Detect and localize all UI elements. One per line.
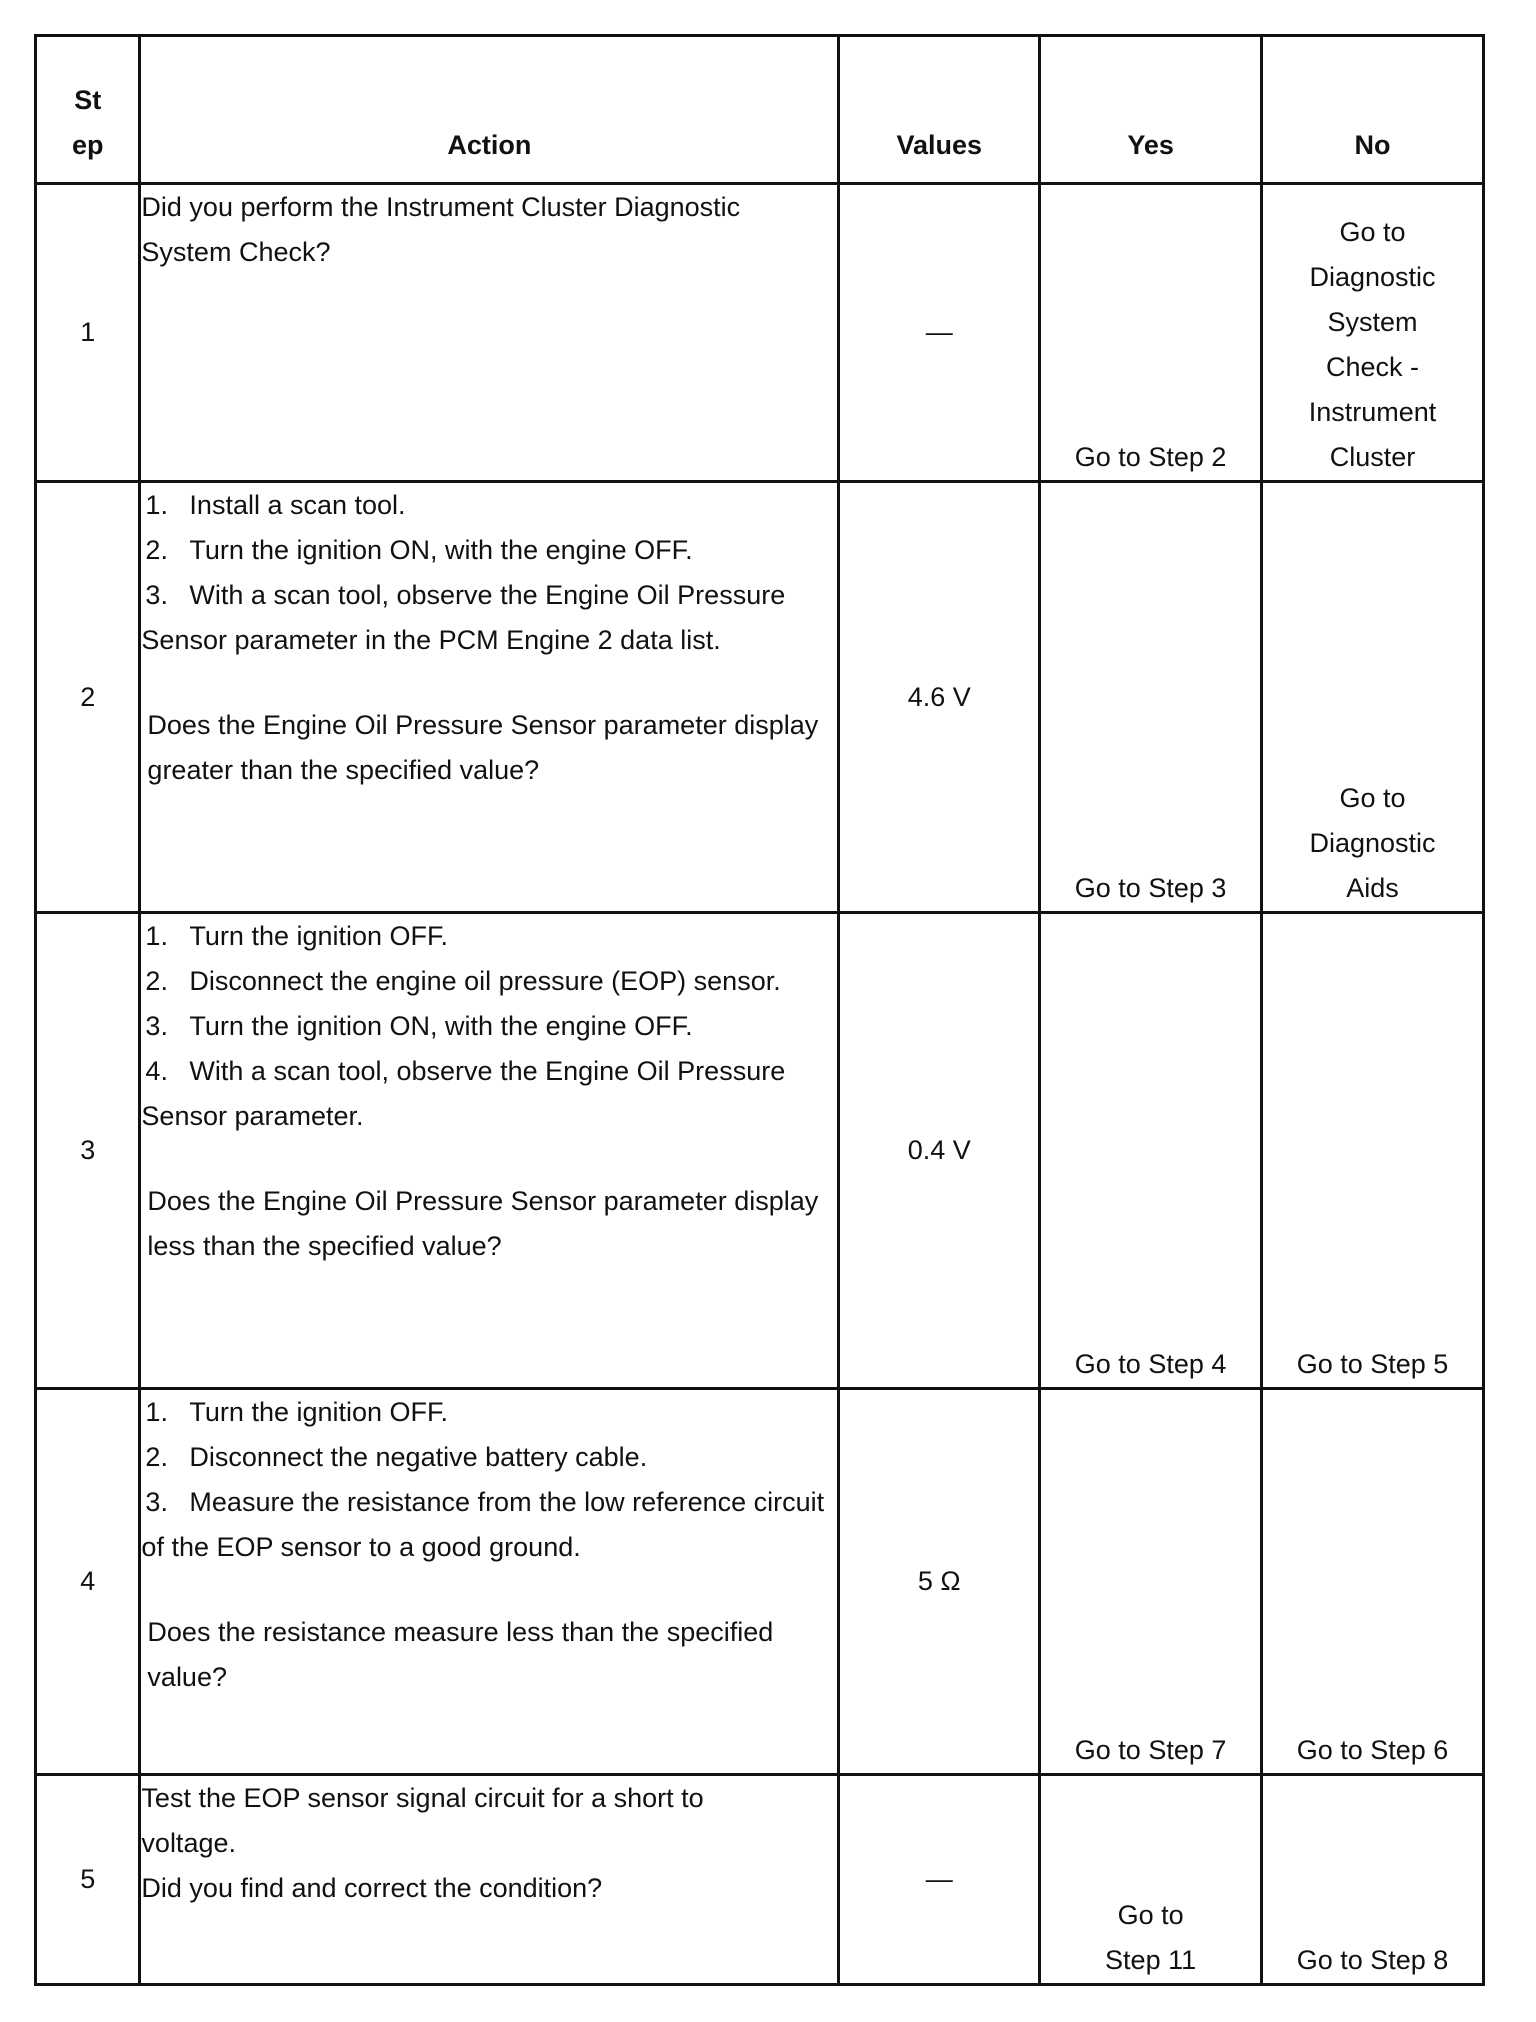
yes-cell: Go to Step 3 (1040, 482, 1262, 913)
action-cell (140, 913, 839, 1389)
step-number: 1 (36, 184, 140, 482)
header-row (36, 36, 1484, 184)
header-no: No (1262, 36, 1484, 184)
action-cell (140, 482, 839, 913)
no-text: Go to Diagnostic System Check - Instrument Cluster (1308, 217, 1437, 472)
action-question: Does the Engine Oil Pressure Sensor parameter display less than the specified value? (147, 1186, 819, 1261)
value-cell: — (839, 184, 1040, 482)
step-number: 3 (36, 913, 140, 1389)
no-cell: Go to Step 6 (1262, 1389, 1484, 1775)
no-cell: Go to Step 8 (1262, 1775, 1484, 1985)
action-cell (140, 184, 839, 482)
action-question: Does the resistance measure less than the specified value? (147, 1617, 774, 1692)
action-item: 2. Disconnect the engine oil pressure (EOP) sensor. (145, 966, 781, 996)
action-text: Test the EOP sensor signal circuit for a short to voltage. (141, 1783, 712, 1858)
action-item: 1. Turn the ignition OFF. (145, 1397, 449, 1427)
value-cell: 5 Ω (839, 1389, 1040, 1775)
action-item: 3. With a scan tool, observe the Engine Oil Pressure Sensor parameter in the PCM Engine 2 data list. (141, 580, 786, 655)
value-cell: — (839, 1775, 1040, 1985)
step-number: 4 (36, 1389, 140, 1775)
table-row (36, 913, 1484, 1389)
header-step: St ep (36, 36, 140, 184)
yes-text: Go to Step 11 (1105, 1900, 1197, 1975)
action-item: 2. Disconnect the negative battery cable. (145, 1442, 648, 1472)
action-item: 2. Turn the ignition ON, with the engine OFF. (145, 535, 693, 565)
no-cell (1262, 184, 1484, 482)
table-row (36, 1775, 1484, 1985)
action-item: 3. Turn the ignition ON, with the engine OFF. (145, 1011, 693, 1041)
action-cell (140, 1389, 839, 1775)
diagnostic-table (34, 34, 1485, 1986)
no-text: Go to Diagnostic Aids (1309, 783, 1436, 903)
value-cell: 0.4 V (839, 913, 1040, 1389)
header-action: Action (140, 36, 839, 184)
action-item: 1. Install a scan tool. (145, 490, 406, 520)
no-cell: Go to Step 5 (1262, 913, 1484, 1389)
action-item: 1. Turn the ignition OFF. (145, 921, 449, 951)
header-values: Values (839, 36, 1040, 184)
table-row (36, 1389, 1484, 1775)
step-number: 5 (36, 1775, 140, 1985)
table-row (36, 184, 1484, 482)
action-question: Does the Engine Oil Pressure Sensor parameter display greater than the specified value? (147, 710, 819, 785)
header-yes: Yes (1040, 36, 1262, 184)
action-item: 3. Measure the resistance from the low reference circuit of the EOP sensor to a good ground. (141, 1487, 825, 1562)
yes-cell: Go to Step 7 (1040, 1389, 1262, 1775)
action-question: Did you find and correct the condition? (141, 1873, 603, 1903)
step-number: 2 (36, 482, 140, 913)
action-item: 4. With a scan tool, observe the Engine Oil Pressure Sensor parameter. (141, 1056, 786, 1131)
action-cell (140, 1775, 839, 1985)
value-cell: 4.6 V (839, 482, 1040, 913)
action-text: Did you perform the Instrument Cluster Diagnostic System Check? (141, 192, 748, 267)
yes-cell: Go to Step 4 (1040, 913, 1262, 1389)
yes-cell: Go to Step 2 (1040, 184, 1262, 482)
no-cell (1262, 482, 1484, 913)
table-row (36, 482, 1484, 913)
yes-cell (1040, 1775, 1262, 1985)
